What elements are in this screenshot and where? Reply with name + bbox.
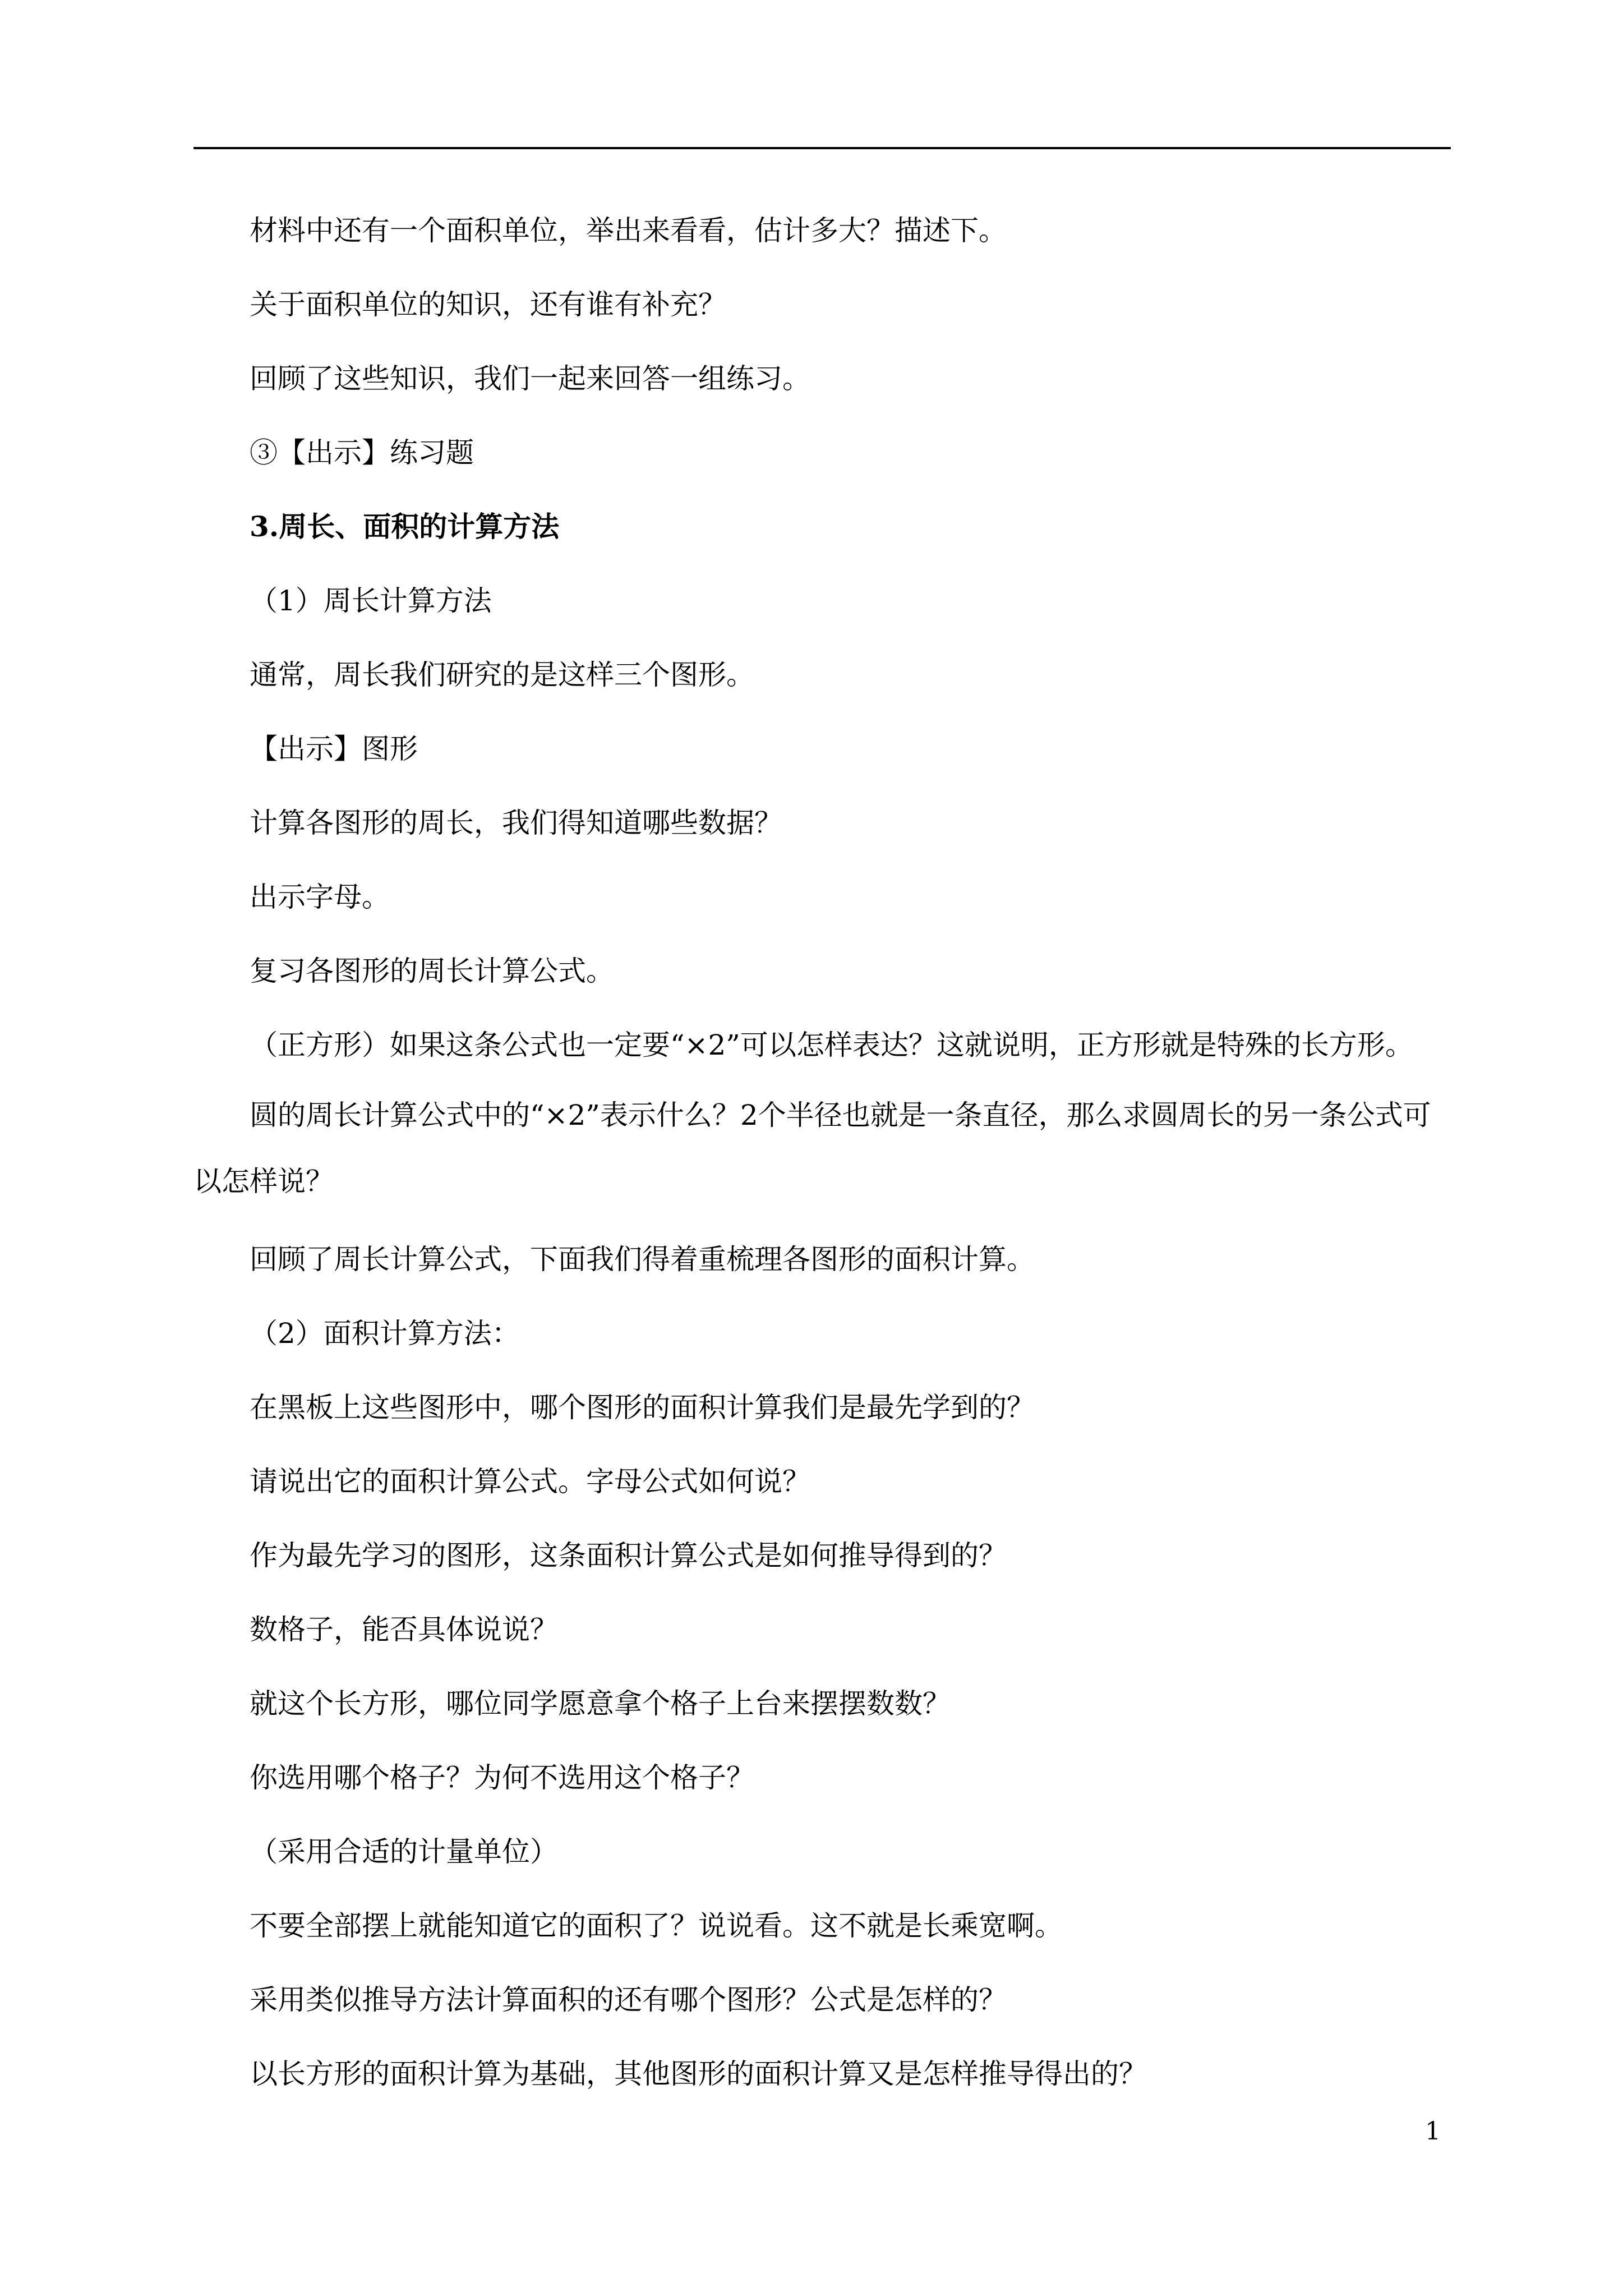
paragraph: 关于面积单位的知识，还有谁有补充？ (250, 288, 726, 321)
paragraph: 复习各图形的周长计算公式。 (250, 955, 614, 987)
header-rule (193, 147, 1451, 149)
paragraph: 你选用哪个格子？为何不选用这个格子？ (250, 1761, 754, 1794)
page-number: 1 (1425, 2117, 1441, 2146)
paragraph: 请说出它的面积计算公式。字母公式如何说？ (250, 1465, 810, 1498)
paragraph: 不要全部摆上就能知道它的面积了？说说看。这不就是长乘宽啊。 (250, 1910, 1063, 1942)
paragraph: （采用合适的计量单位） (250, 1835, 558, 1868)
subsection-heading: （1）周长计算方法 (250, 585, 492, 617)
paragraph: 出示字母。 (250, 881, 390, 913)
paragraph: 回顾了这些知识，我们一起来回答一组练习。 (250, 362, 810, 395)
paragraph: 通常，周长我们研究的是这样三个图形。 (250, 659, 754, 691)
paragraph: 回顾了周长计算公式，下面我们得着重梳理各图形的面积计算。 (250, 1243, 1035, 1276)
document-body (193, 194, 1451, 2111)
paragraph: 在黑板上这些图形中，哪个图形的面积计算我们是最先学到的？ (250, 1391, 1035, 1424)
paragraph: 计算各图形的周长，我们得知道哪些数据？ (250, 807, 782, 839)
paragraph: ③【出示】练习题 (250, 436, 474, 469)
paragraph: 作为最先学习的图形，这条面积计算公式是如何推导得到的？ (250, 1539, 1007, 1572)
paragraph: 采用类似推导方法计算面积的还有哪个图形？公式是怎样的？ (250, 1984, 1007, 2016)
subsection-heading: （2）面积计算方法： (250, 1317, 520, 1350)
paragraph: （正方形）如果这条公式也一定要“×2”可以怎样表达？这就说明，正方形就是特殊的长方形。 (250, 1029, 1413, 1061)
paragraph: 数格子，能否具体说说？ (250, 1613, 558, 1646)
paragraph: 材料中还有一个面积单位，举出来看看，估计多大？描述下。 (250, 214, 1007, 247)
section-heading: 3.周长、面积的计算方法 (250, 510, 560, 543)
paragraph: 【出示】图形 (250, 733, 418, 765)
paragraph: 以长方形的面积计算为基础，其他图形的面积计算又是怎样推导得出的？ (250, 2058, 1147, 2090)
paragraph: 就这个长方形，哪位同学愿意拿个格子上台来摆摆数数？ (250, 1687, 951, 1720)
paragraph: 圆的周长计算公式中的“×2”表示什么？2个半径也就是一条直径，那么求圆周长的另一条公式可以怎样说？ (193, 1099, 1431, 1198)
